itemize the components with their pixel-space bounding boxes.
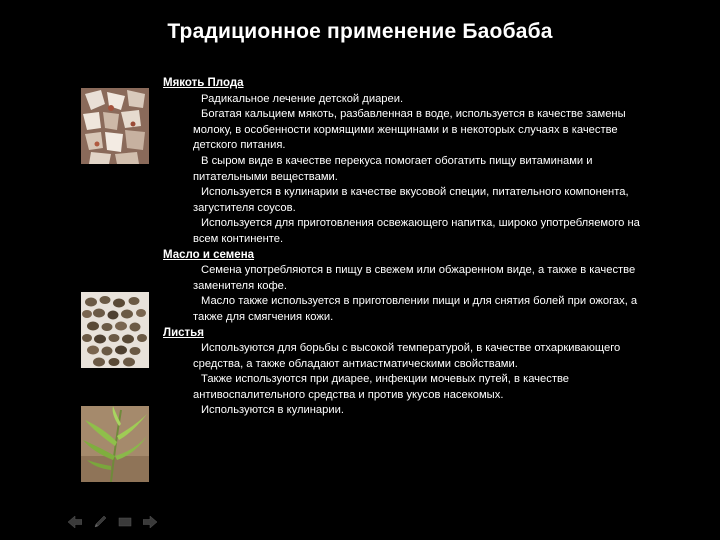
content-area [163, 76, 643, 419]
leaves-paragraph [163, 372, 643, 403]
paragraph-text: Используются в кулинарии. [201, 404, 344, 417]
section-heading-leaves: Листья [163, 326, 204, 339]
leaves-paragraph [163, 403, 643, 419]
screen-icon[interactable] [116, 514, 133, 529]
fruit-pulp-graphic [81, 88, 149, 164]
paragraph-text: Семена употребляются в пищу в свежем или обжаренном виде, а также в качестве заменителя кофе. [193, 264, 636, 292]
section-heading-oil-seeds: Масло и семена [163, 248, 255, 261]
paragraph-text: Используются для борьбы с высокой температурой, в качестве отхаркивающего средства, а также обладают антиастматическими свойствами. [193, 342, 621, 370]
fruit-pulp-paragraph [163, 216, 643, 247]
arrow-left-icon[interactable] [66, 514, 83, 529]
fruit-pulp-image [81, 88, 149, 164]
pen-icon[interactable] [91, 514, 108, 529]
oil-seeds-paragraph [163, 263, 643, 294]
paragraph-text: В сыром виде в качестве перекуса помогает обогатить пищу витаминами и питательными веществами. [193, 154, 593, 183]
seeds-graphic [81, 292, 149, 368]
leaves-image [81, 406, 149, 482]
fruit-pulp-paragraph [163, 92, 643, 108]
fruit-pulp-paragraph [163, 185, 643, 216]
paragraph-text: Используется в кулинарии в качестве вкусовой специи, питательного компонента, загустителя соусов. [193, 186, 629, 214]
slideshow-nav [66, 514, 158, 529]
oil-seeds-paragraph [163, 294, 643, 325]
section-heading-fruit-pulp: Мякоть Плода [163, 77, 244, 89]
paragraph-text: Масло также используется в приготовлении пищи и для снятия болей при ожогах, а также для смягчения кожи. [193, 295, 638, 323]
paragraph-text: Богатая кальцием мякоть, разбавленная в воде, используется в качестве замены молоку, в особенности кормящими женщинами и в некоторых случаях в качестве детского питания. [193, 108, 626, 152]
fruit-pulp-paragraph [163, 107, 643, 154]
leaves-paragraph [163, 341, 643, 372]
seeds-image [81, 292, 149, 368]
paragraph-text: Радикальное лечение детской диареи. [201, 92, 404, 105]
fruit-pulp-paragraph [163, 154, 643, 185]
paragraph-text: Также используются при диарее, инфекции мочевых путей, в качестве антивоспалительного средства и против укусов насекомых. [193, 373, 569, 401]
arrow-right-icon[interactable] [141, 514, 158, 529]
slide-title: Традиционное применение Баобаба [167, 20, 553, 43]
leaves-graphic [81, 406, 149, 482]
paragraph-text: Используется для приготовления освежающего напитка, широко употребляемого на всем континенте. [193, 217, 640, 245]
